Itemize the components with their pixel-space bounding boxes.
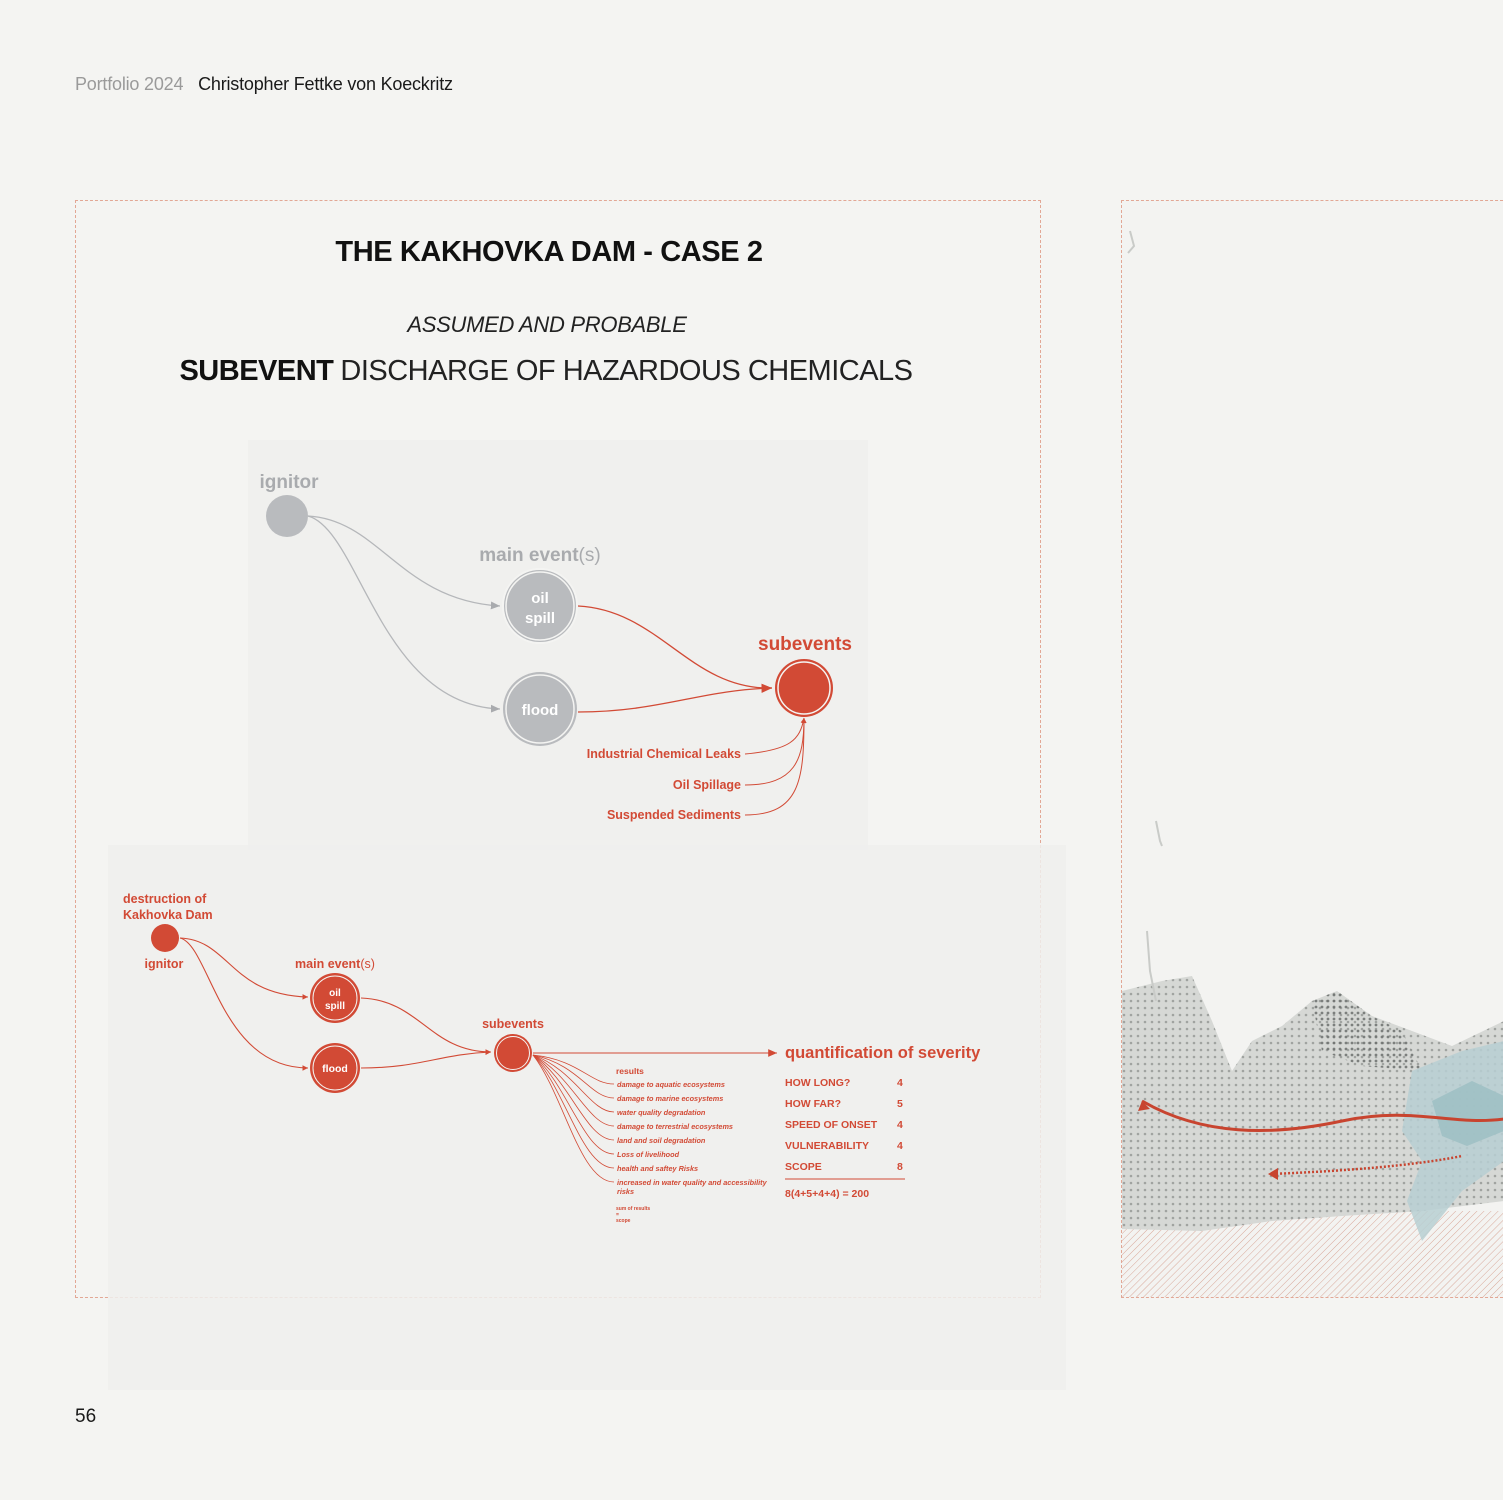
bottom-subevents-node: [494, 1034, 532, 1072]
edge-ignitor-oil: [308, 516, 500, 606]
svg-text:=: =: [616, 1212, 619, 1218]
severity-label: VULNERABILITY: [785, 1140, 869, 1152]
result-item: land and soil degradation: [617, 1136, 706, 1145]
severity-formula: 8(4+5+4+4) = 200: [785, 1188, 870, 1200]
top-ignitor-label: ignitor: [259, 472, 319, 493]
severity-value: 4: [897, 1140, 903, 1152]
bottom-diagram: [123, 892, 981, 1224]
portfolio-label: Portfolio 2024: [75, 74, 184, 94]
edge-item-2: [745, 718, 804, 785]
severity-value: 4: [897, 1119, 903, 1131]
page-title: THE KAKHOVKA DAM - CASE 2: [335, 236, 763, 268]
svg-text:sum of results: sum of results: [616, 1206, 651, 1212]
severity-label: HOW FAR?: [785, 1098, 841, 1110]
edge-oil-subevents: [578, 606, 772, 688]
page-number: 56: [75, 1406, 97, 1427]
severity-label: SCOPE: [785, 1161, 822, 1173]
sum-note: [616, 1206, 650, 1224]
top-ignitor-node: [266, 495, 308, 537]
author-name: Christopher Fettke von Koeckritz: [198, 74, 453, 94]
top-diagram: [259, 472, 852, 822]
bottom-subevents-label: subevents: [482, 1017, 544, 1031]
result-item: increased in water quality and accessibility: [617, 1178, 767, 1187]
page-subtitle: ASSUMED AND PROBABLE: [407, 312, 687, 337]
top-flood-label: flood: [521, 702, 559, 719]
bottom-flood-label: flood: [322, 1063, 348, 1075]
top-subevents-node: [775, 659, 833, 717]
subevent-item: Industrial Chemical Leaks: [586, 747, 741, 761]
dam-label-line1: destruction of: [123, 892, 207, 906]
edge-dam-oil: [180, 938, 308, 997]
edge-flood-subevents: [578, 688, 772, 712]
bottom-oil-spill-line1: oil: [329, 988, 341, 999]
severity-table: [785, 1077, 903, 1173]
edge-item-1: [745, 718, 804, 754]
heading-text: DISCHARGE OF HAZARDOUS CHEMICALS: [340, 355, 913, 387]
result-item-continued: risks: [617, 1187, 635, 1196]
edge-dam-flood: [180, 938, 308, 1068]
result-item: damage to terrestrial ecosystems: [617, 1122, 733, 1131]
top-oil-spill-line2: spill: [524, 610, 556, 627]
severity-value: 4: [897, 1077, 903, 1089]
subevent-item: Oil Spillage: [672, 778, 741, 792]
edge-item-3: [745, 718, 804, 815]
severity-label: SPEED OF ONSET: [785, 1119, 878, 1131]
dam-label-line2: Kakhovka Dam: [123, 908, 213, 922]
bottom-oil-spill-line2: spill: [324, 1001, 346, 1012]
result-item: health and saftey Risks: [617, 1164, 699, 1173]
results-list: [617, 1080, 768, 1196]
severity-label: HOW LONG?: [785, 1077, 851, 1089]
result-item: damage to aquatic ecosystems: [617, 1080, 725, 1089]
top-main-events-label: main event(s): [479, 545, 601, 566]
result-edges: [533, 1055, 614, 1182]
subevent-item: Suspended Sediments: [606, 808, 741, 822]
quantification-title: quantification of severity: [785, 1044, 981, 1062]
heading-keyword: SUBEVENT: [179, 355, 334, 387]
edge-ignitor-flood: [308, 516, 500, 709]
result-item: water quality degradation: [617, 1108, 706, 1117]
top-subevents-label: subevents: [758, 634, 852, 655]
edge-flood-subevents: [361, 1052, 491, 1068]
edge-oil-subevents: [361, 998, 491, 1052]
result-item: Loss of livelihood: [617, 1150, 680, 1159]
severity-value: 5: [897, 1098, 903, 1110]
results-label: results: [616, 1066, 644, 1076]
bottom-ignitor-node: [151, 924, 179, 952]
severity-value: 8: [897, 1161, 903, 1173]
top-oil-spill-line1: oil: [531, 590, 549, 607]
bottom-ignitor-label: ignitor: [144, 957, 184, 971]
result-item: damage to marine ecosystems: [617, 1094, 724, 1103]
bottom-main-events-label: main event(s): [295, 957, 375, 971]
svg-text:scope: scope: [616, 1218, 631, 1224]
